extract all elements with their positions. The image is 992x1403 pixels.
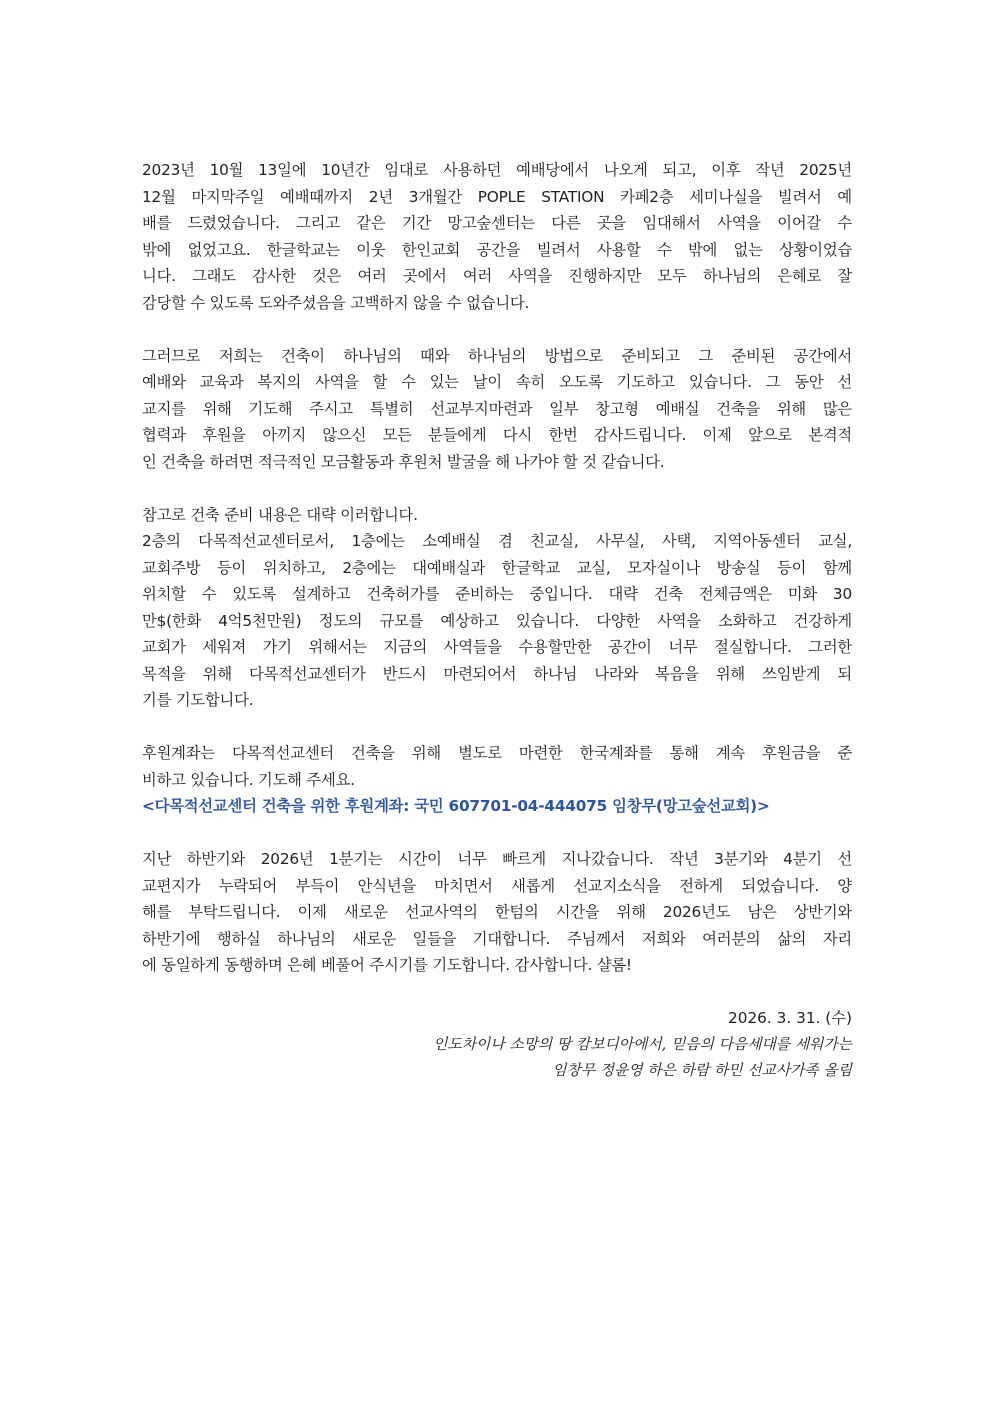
donation-account: <다목적선교센터 건축을 위한 후원계좌: 국민 607701-04-444075 임창무(망고숲선교회)> [142,797,770,815]
text-line: 지난 하반기와 2026년 1분기는 시간이 너무 빠르게 지나갔습니다. 작년 3분기와 4분기 선 [142,850,852,868]
paragraph-2 [142,343,852,476]
text-line: 후원계좌는 다목적선교센터 건축을 위해 별도로 마련한 한국계좌를 통해 계속 후원금을 준 [142,744,852,762]
signature-line-2: 임창무 정윤영 하은 하람 하민 선교사가족 올림 [552,1062,852,1079]
text-line: 협력과 후원을 아끼지 않으신 모든 분들에게 다시 한번 감사드립니다. 이제 앞으로 본격적 [142,426,852,444]
text-line: 위치할 수 있도록 설계하고 건축허가를 준비하는 중입니다. 대략 건축 전체금액은 미화 30 [142,585,852,603]
paragraph-gap [142,475,852,502]
text-line: 2층의 다목적선교센터로서, 1층에는 소예배실 겸 친교실, 사무실, 사택, 지역아동센터 교실, [142,532,852,550]
paragraph-4 [142,740,852,820]
text-line: 니다. 그래도 감사한 것은 여러 곳에서 여러 사역을 진행하지만 모두 하나님의 은혜로 잘 [142,267,852,285]
paragraph-gap [142,820,852,847]
text-line: 비하고 있습니다. 기도해 주세요. [142,770,355,789]
paragraph-3 [142,502,852,714]
text-line: 해를 부탁드립니다. 이제 새로운 선교사역의 한텀의 시간을 위해 2026년도 남은 상반기와 [142,903,852,921]
text-line: 참고로 건축 준비 내용은 대략 이러합니다. [142,505,418,524]
text-line: 기를 기도합니다. [142,691,254,709]
text-line: 교회주방 등이 위치하고, 2층에는 대예배실과 한글학교 교실, 모자실이나 방송실 등이 함께 [142,558,852,577]
text-line: 에 동일하게 동행하며 은혜 베풀어 주시기를 기도합니다. 감사합니다. 샬롬! [142,956,632,974]
text-line: 12월 마지막주일 예배때까지 2년 3개월간 POPLE STATION 카페2층 세미나실을 빌려서 예 [142,187,852,206]
text-line: 배를 드렸었습니다. 그리고 같은 기간 망고숲센터는 다른 곳을 임대해서 사역을 이어갈 수 [142,214,852,232]
paragraph-gap [142,714,852,741]
paragraph-5 [142,846,852,979]
text-line: 만$(한화 4억5천만원) 정도의 규모를 예상하고 있습니다. 다양한 사역을 소화하고 건강하게 [142,611,852,630]
text-line: 밖에 없었고요. 한글학교는 이웃 한인교회 공간을 빌려서 사용할 수 밖에 없는 상황이었습 [142,240,852,259]
text-line: 감당할 수 있도록 도와주셨음을 고백하지 않을 수 없습니다. [142,293,530,312]
letter-page [142,157,852,1085]
text-line: 2023년 10월 13일에 10년간 임대로 사용하던 예배당에서 나오게 되고, 이후 작년 2025년 [142,161,852,179]
text-line: 하반기에 행하실 하나님의 새로운 일들을 기대합니다. 주님께서 저희와 여러분의 삶의 자리 [142,929,852,948]
text-line: 그러므로 저희는 건축이 하나님의 때와 하나님의 방법으로 준비되고 그 준비된 공간에서 [142,346,852,365]
text-line: 교편지가 누락되어 부득이 안식년을 마치면서 새롭게 선교지소식을 전하게 되었습니다. 양 [142,876,852,895]
letter-date: 2026. 3. 31. (수) [727,1009,852,1027]
signature-line-1: 인도차이나 소망의 땅 캄보디아에서, 믿음의 다음세대를 세워가는 [433,1035,852,1053]
text-line: 교지를 위해 기도해 주시고 특별히 선교부지마련과 일부 창고형 예배실 건축을 위해 많은 [142,399,852,418]
paragraph-1 [142,157,852,316]
signature-block [142,1005,852,1085]
paragraph-gap [142,316,852,343]
text-line: 목적을 위해 다목적선교센터가 반드시 마련되어서 하나님 나라와 복음을 위해 쓰임받게 되 [142,664,852,683]
text-line: 교회가 세워져 가기 위해서는 지금의 사역들을 수용할만한 공간이 너무 절실합니다. 그러한 [142,638,852,656]
text-line: 예배와 교육과 복지의 사역을 할 수 있는 날이 속히 오도록 기도하고 있습니다. 그 동안 선 [142,373,852,391]
text-line: 인 건축을 하려면 적극적인 모금활동과 후원처 발굴을 해 나가야 할 것 같습니다. [142,452,665,471]
